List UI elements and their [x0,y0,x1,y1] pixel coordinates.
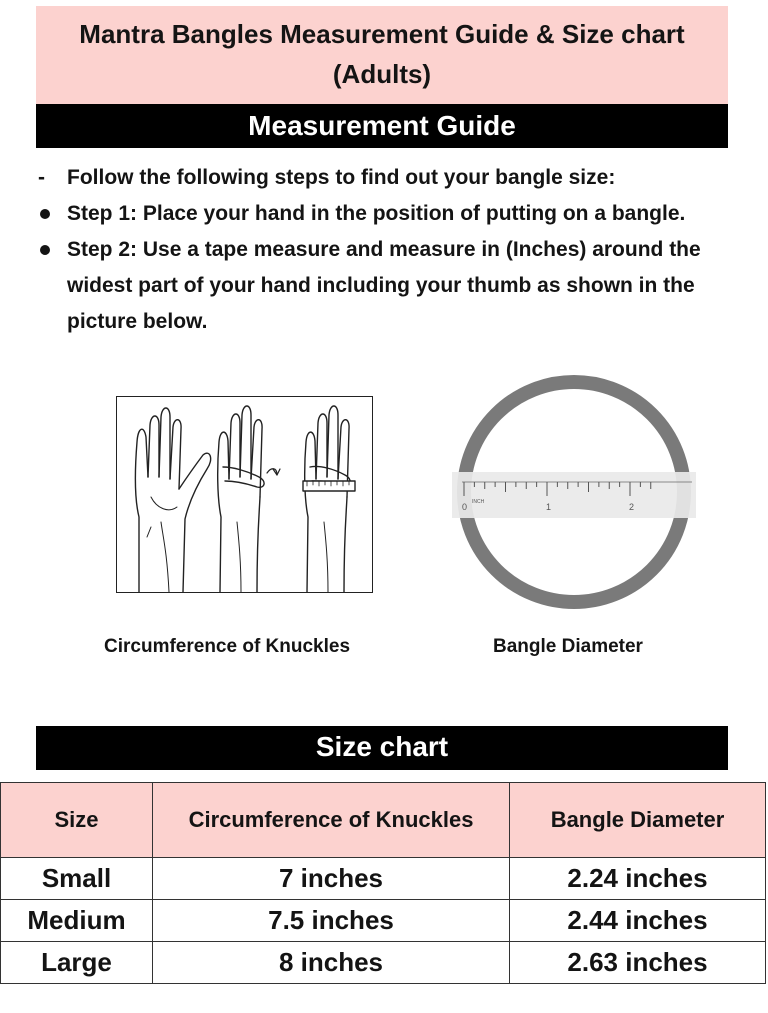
step-intro [36,160,736,196]
ruler-label-2: 2 [629,502,635,512]
column-header-diameter: Bangle Diameter [510,783,766,858]
diameter-cell: 2.44 inches [510,900,766,942]
column-header-circumference: Circumference of Knuckles [153,783,510,858]
table-row [1,942,766,984]
step-text: Step 1: Place your hand in the position of putting on a bangle. [67,202,686,225]
diameter-cell: 2.63 inches [510,942,766,984]
hand-measurement-illustration [116,396,373,593]
page-subtitle: (Adults) [332,59,432,89]
title-banner [36,6,728,104]
ruler-label-0: 0 [462,502,468,512]
step-1 [36,196,736,232]
knuckles-caption: Circumference of Knuckles [104,636,351,657]
circumference-cell: 7.5 inches [153,900,510,942]
bullet-icon [40,209,50,219]
taped-hand-icon [303,406,355,592]
folded-hand-icon [218,406,280,592]
steps-list [36,160,736,340]
size-table [0,782,766,984]
table-row [1,900,766,942]
circumference-cell: 7 inches [153,858,510,900]
table-header-row [1,783,766,858]
step-2 [36,232,736,340]
table-row [1,858,766,900]
step-text: Follow the following steps to find out your bangle size: [67,166,616,189]
circumference-cell: 8 inches [153,942,510,984]
size-cell: Small [1,858,153,900]
size-chart-heading: Size chart [36,726,728,770]
measurement-guide-heading: Measurement Guide [36,104,728,148]
ruler-label-1: 1 [546,502,552,512]
column-header-size: Size [1,783,153,858]
step-text: Step 2: Use a tape measure and measure in (Inches) around the widest part of your hand including your thumb as shown in the picture below. [67,238,701,333]
open-hand-icon [135,408,210,592]
bullet-icon [40,245,50,255]
ruler-icon [452,472,696,518]
ruler-unit: INCH [472,499,485,505]
size-cell: Large [1,942,153,984]
page-title: Mantra Bangles Measurement Guide & Size chart [79,19,685,49]
diameter-caption: Bangle Diameter [493,636,643,657]
diameter-cell: 2.24 inches [510,858,766,900]
size-cell: Medium [1,900,153,942]
dash-marker: - [38,166,45,189]
bangle-diameter-illustration [448,372,700,612]
